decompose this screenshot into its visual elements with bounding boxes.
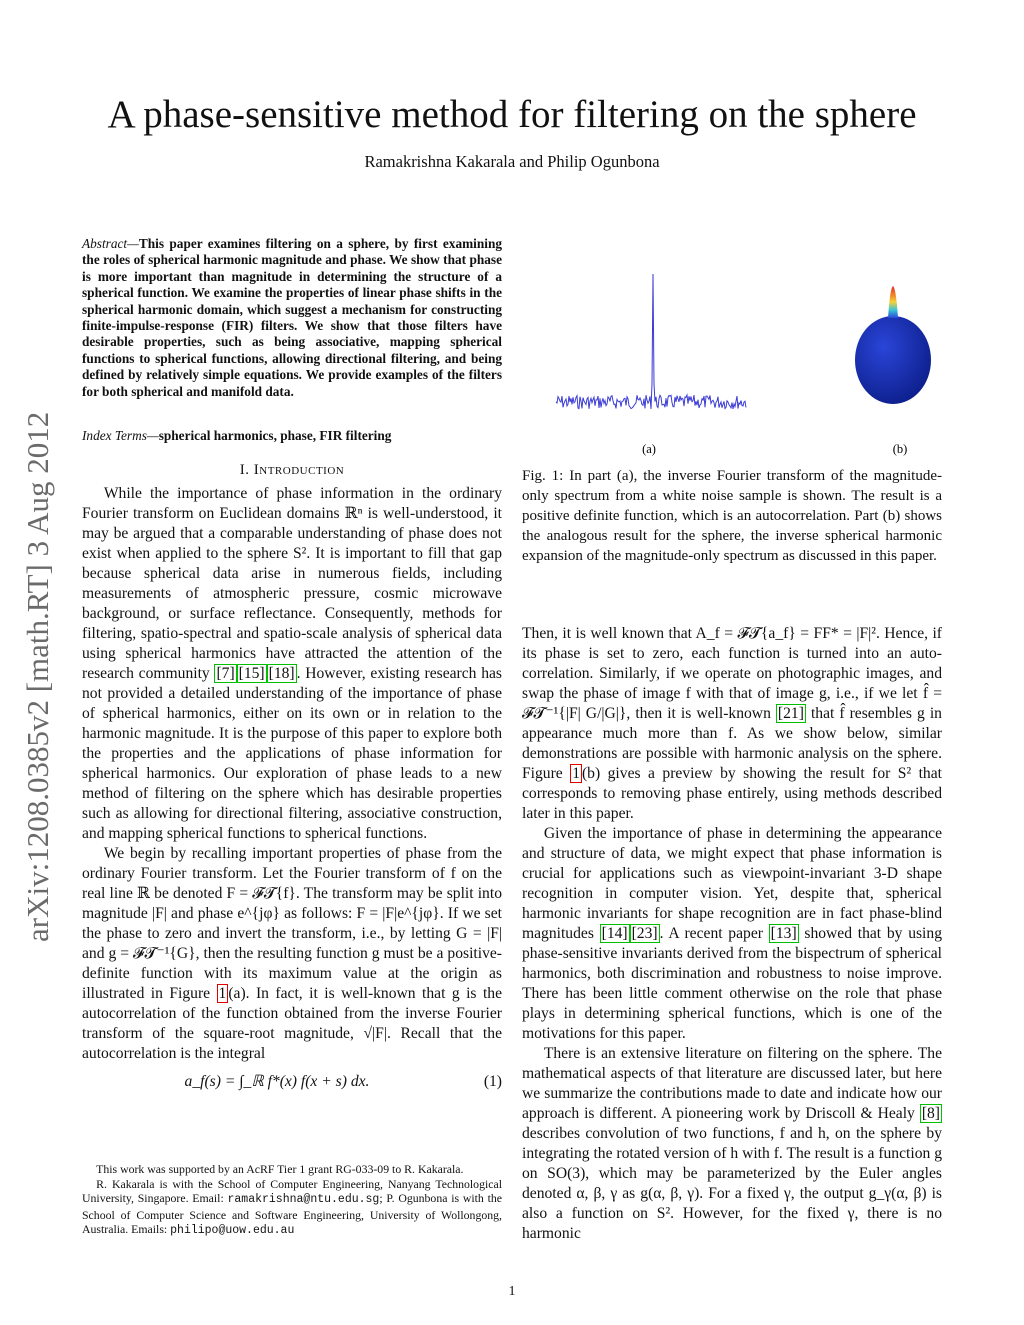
citation-link[interactable]: [13]: [770, 925, 797, 942]
fig-a-autocorrelation-line: [556, 274, 746, 409]
figure-link[interactable]: 1: [572, 765, 580, 782]
right-column: [522, 624, 942, 1244]
email-link[interactable]: philipo@uow.edu.au: [170, 1224, 295, 1238]
figure-1: [522, 262, 942, 462]
citation-link[interactable]: [18]: [268, 665, 295, 682]
text-run: We begin by recalling important properties of phase from the ordinary Fourier transform. Let the Fourier transform of f on the real line ℝ be denoted F = 𝓕𝓣{f}. The transform may be split into magnitude |F| and phase e^{jφ} as follows: F = |F|e^{jφ}. If we set the phase to zero and invert the transform, i.e., by letting G = |F| and g = 𝓕𝓣⁻¹{G}, then the resulting function g must be a positive-definite function with its maximum value at the origin as illustrated in Figure: [82, 845, 502, 1002]
paper-title: A phase-sensitive method for filtering on the sphere: [107, 93, 917, 136]
text-run: that f̂ resembles g in appearance much more than f. As we show below, similar demonstrations are possible with harmonic analysis on the sphere. Figure: [522, 705, 942, 782]
equation-1: [82, 1072, 502, 1092]
page-number: 1: [508, 1284, 516, 1299]
section-heading: I. Introduction: [239, 462, 345, 478]
text-run: Given the importance of phase in determining the appearance and structure of data, we might expect that phase information is crucial for applications such as viewpoint-invariant 3-D shape recognition in computer vision. Yet, despite that, spherical harmonic invariants for shape recognition are in fact phase-blind magnitudes: [522, 825, 942, 942]
arxiv-stamp: [4, 342, 64, 942]
citation-link[interactable]: [21]: [777, 705, 804, 722]
text-run: There is an extensive literature on filtering on the sphere. The mathematical aspects of that literature are discussed later, but here we summarize the contributions made to date and indicate how our approach is different. A pioneering work by Driscoll & Healy: [522, 1045, 942, 1122]
figure-caption: Fig. 1: In part (a), the inverse Fourier transform of the magnitude-only spectrum from a white noise sample is shown. The result is a positive definite function, which is an autocorrelation. Part (b) shows the analogous result for the sphere, the inverse spherical harmonic expansion of the magnitude-only spectrum as discussed in this paper.: [522, 468, 942, 564]
index-terms-label: Index Terms—: [82, 428, 159, 443]
citation-link[interactable]: [7]: [216, 665, 235, 682]
index-terms: [82, 428, 502, 444]
right-paragraph-2: [522, 824, 942, 1044]
email-link[interactable]: ramakrishna@ntu.edu.sg: [227, 1193, 380, 1207]
index-terms-text: spherical harmonics, phase, FIR filtering: [158, 428, 392, 443]
text-run: R. Kakarala is with the School of Computer Engineering, Nanyang Technological University, Singapore. Email:: [82, 1176, 502, 1206]
figure-link[interactable]: 1: [218, 985, 227, 1002]
left-column: [82, 484, 502, 1104]
intro-paragraph-1: [82, 484, 502, 844]
equation-body: a_f(s) = ∫_ℝ f*(x) f(x + s) dx.: [184, 1073, 370, 1090]
text-run: ; P. Ogunbona is with the School of Computer Science and Software Engineering, University of Wollongong, Australia. Emails:: [82, 1191, 502, 1237]
text-run: (a). In fact, it is well-known that g is the autocorrelation of the function obtained from the inverse Fourier transform of the square-root magnitude, √|F|. Recall that the autocorrelation is the integral: [82, 985, 502, 1062]
abstract-label: Abstract—: [82, 236, 139, 251]
abstract: [82, 236, 502, 400]
text-run: . A recent paper: [659, 925, 769, 942]
fig-a-label: (a): [642, 442, 656, 456]
text-run: showed that by using phase-sensitive invariants derived from the bispectrum of spherical harmonics, both discrimination and robustness to noise improve. There has been little comment otherwise on the role that phase plays in determining spherical functions, which is one of the motivations for this paper.: [522, 925, 942, 1042]
authors: Ramakrishna Kakarala and Philip Ogunbona: [364, 152, 660, 171]
text-run: (b) gives a preview by showing the result for S² that corresponds to removing phase entirely, using methods described later in this paper.: [522, 765, 942, 822]
fig-b-spike: [888, 286, 898, 318]
footnote-affiliations: [82, 1177, 502, 1239]
citation-link[interactable]: [8]: [921, 1105, 940, 1122]
right-paragraph-1: [522, 624, 942, 824]
text-run: . However, existing research has not provided a detailed understanding of the importance of phase of spherical harmonics, either on its own or in relation to the harmonic magnitude. It is the purpose of this paper to explore both the properties and the applications of phase information for spherical harmonics. Our exploration of phase leads to a new method of filtering on the sphere which has desirable properties such as allowing for directional filtering, associative construction, and mapping spherical functions to spherical functions.: [82, 665, 502, 842]
text-run: describes convolution of two functions, f and h, on the sphere by integrating the rotated version of h with f. The result is a function g on SO(3), which may be parameterized by the Euler angles denoted α, β, γ as g(α, β, γ). For a fixed γ, the output g_γ(α, β) is also a function on S². However, for the fixed γ, there is no harmonic: [522, 1125, 942, 1242]
citation-link[interactable]: [23]: [631, 925, 658, 942]
fig-b-sphere: [855, 316, 931, 404]
equation-number: (1): [483, 1073, 502, 1090]
citation-link[interactable]: [14]: [601, 925, 628, 942]
text-run: While the importance of phase information in the ordinary Fourier transform on Euclidean domains ℝⁿ is well-understood, it may be argued that a comparable understanding of phase does not exist when applied to the sphere S². It is important to fill that gap because spherical data arise in numerous fields, including measurements of atmospheric pressure, cosmic microwave background, or surface reflectance. Consequently, methods for filtering, spatio-spectral and spatio-scale analysis of spherical data using spherical harmonics have attracted the attention of the research community: [82, 485, 502, 682]
arxiv-stamp-text: arXiv:1208.0385v2 [math.RT] 3 Aug 2012: [20, 411, 55, 942]
footnote: [82, 1162, 502, 1239]
text-run: Then, it is well known that A_f = 𝓕𝓣{a_f} = FF* = |F|². Hence, if its phase is set to zero, each function is turned into an auto-correlation. Similarly, if we operate on photographic images, and swap the phase of image f with that of image g, i.e., if we let f̂ = 𝓕𝓣⁻¹{|F| G/|G|}, then it is well-known: [522, 625, 942, 722]
footnote-funding: This work was supported by an AcRF Tier 1 grant RG-033-09 to R. Kakarala.: [96, 1162, 464, 1176]
citation-link[interactable]: [15]: [238, 665, 265, 682]
fig-b-label: (b): [892, 442, 908, 456]
right-paragraph-3: [522, 1044, 942, 1244]
intro-paragraph-2: [82, 844, 502, 1064]
abstract-text: This paper examines filtering on a sphere, by first examining the roles of spherical harmonic magnitude and phase. We show that phase is more important than magnitude in determining the structure of a spherical function. We examine the properties of linear phase shifts in the spherical harmonic domain, which suggest a mechanism for constructing finite-impulse-response (FIR) filters. We show that those filters have desirable properties, such as being associative, mapping spherical functions to spherical functions, allowing directional filtering, and being defined by relatively simple equations. We provide examples of the filters for both spherical and manifold data.: [82, 236, 502, 399]
